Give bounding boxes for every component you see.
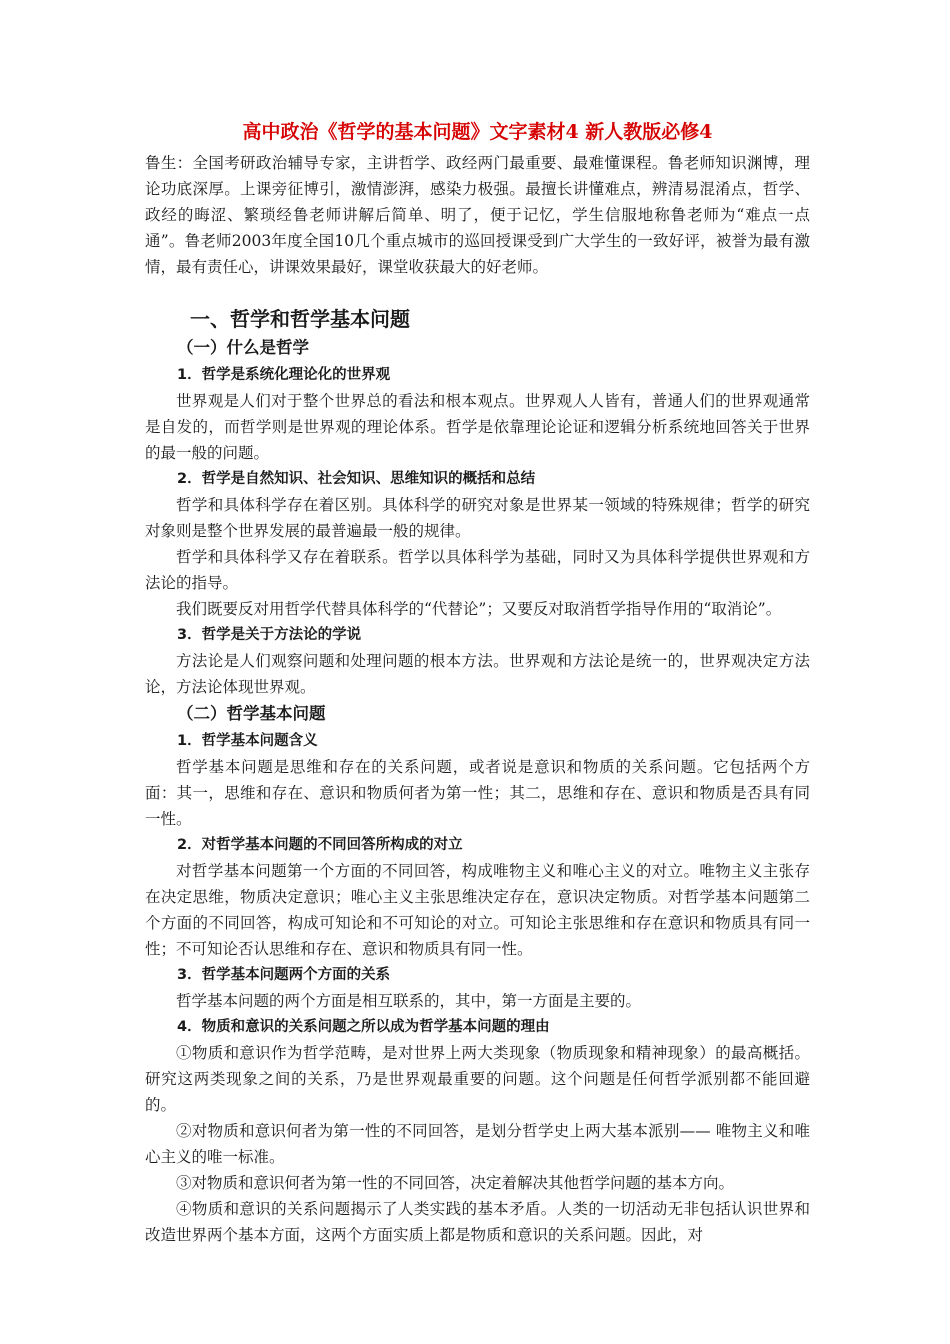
paragraph-2-1: 哲学基本问题是思维和存在的关系问题，或者说是意识和物质的关系问题。它包括两个方面：其一，思维和存在、意识和物质何者为第一性；其二，思维和存在、意识和物质是否具有同一性。 — [145, 758, 810, 828]
paragraph-2-2: 对哲学基本问题第一个方面的不同回答，构成唯物主义和唯心主义的对立。唯物主义主张存在决定思维，物质决定意识；唯心主义主张思维决定存在，意识决定物质。对哲学基本问题第二个方面的不同回答，构成可知论和不可知论的对立。可知论主张思维和存在意识和物质具有同一性；不可知论否认思维和存在、意识和物质具有同一性。 — [145, 862, 810, 958]
paragraph-2-3: 哲学基本问题的两个方面是相互联系的，其中，第一方面是主要的。 — [176, 992, 642, 1010]
paragraph-2-4c: ③对物质和意识何者为第一性的不同回答，决定着解决其他哲学问题的基本方向。 — [176, 1174, 735, 1192]
point-heading-1-1: 1．哲学是系统化理论化的世界观 — [177, 367, 391, 383]
point-heading-2-4: 4．物质和意识的关系问题之所以成为哲学基本问题的理由 — [177, 1019, 550, 1035]
document-title: 高中政治《哲学的基本问题》文字素材4 新人教版必修4 — [242, 121, 713, 143]
point-heading-2-1: 1．哲学基本问题含义 — [177, 733, 318, 749]
point-heading-1-3: 3．哲学是关于方法论的学说 — [177, 627, 362, 643]
paragraph-2-4a: ①物质和意识作为哲学范畴，是对世界上两大类现象（物质现象和精神现象）的最高概括。研究这两类现象之间的关系，乃是世界观最重要的问题。这个问题是任何哲学派别都不能回避的。 — [145, 1044, 810, 1114]
subsection-heading-basic-question: （二）哲学基本问题 — [177, 704, 326, 723]
point-heading-2-2: 2．对哲学基本问题的不同回答所构成的对立 — [177, 837, 463, 853]
paragraph-1-2c: 我们既要反对用哲学代替具体科学的“代替论”；又要反对取消哲学指导作用的“取消论”。 — [176, 600, 782, 618]
paragraph-1-1: 世界观是人们对于整个世界总的看法和根本观点。世界观人人皆有，普通人们的世界观通常是自发的，而哲学则是世界观的理论体系。哲学是依靠理论论证和逻辑分析系统地回答关于世界的最一般的问题。 — [145, 392, 810, 462]
section-heading-1: 一、哲学和哲学基本问题 — [190, 307, 410, 331]
point-heading-2-3: 3．哲学基本问题两个方面的关系 — [177, 967, 391, 983]
subsection-heading-what-is-philosophy: （一）什么是哲学 — [177, 338, 309, 357]
paragraph-1-3: 方法论是人们观察问题和处理问题的根本方法。世界观和方法论是统一的，世界观决定方法论，方法论体现世界观。 — [145, 652, 810, 696]
paragraph-1-2a: 哲学和具体科学存在着区别。具体科学的研究对象是世界某一领域的特殊规律；哲学的研究对象则是整个世界发展的最普遍最一般的规律。 — [145, 496, 810, 540]
paragraph-1-2b: 哲学和具体科学又存在着联系。哲学以具体科学为基础，同时又为具体科学提供世界观和方法论的指导。 — [145, 548, 810, 592]
intro-paragraph: 鲁生：全国考研政治辅导专家，主讲哲学、政经两门最重要、最难懂课程。鲁老师知识渊博，理论功底深厚。上课旁征博引，激情澎湃，感染力极强。最擅长讲懂难点，辨清易混淆点，哲学、政经的晦涩、繁琐经鲁老师讲解后简单、明了，便于记忆，学生信服地称鲁老师为“难点一点通”。鲁老师2003年度全国10几个重点城市的巡回授课受到广大学生的一致好评，被誉为最有激情，最有责任心，讲课效果最好，课堂收获最大的好老师。 — [145, 154, 810, 276]
document-page — [145, 118, 810, 1248]
paragraph-2-4b: ②对物质和意识何者为第一性的不同回答，是划分哲学史上两大基本派别—— 唯物主义和唯心主义的唯一标准。 — [145, 1122, 810, 1166]
point-heading-1-2: 2．哲学是自然知识、社会知识、思维知识的概括和总结 — [177, 471, 536, 487]
paragraph-2-4d: ④物质和意识的关系问题揭示了人类实践的基本矛盾。人类的一切活动无非包括认识世界和改造世界两个基本方面，这两个方面实质上都是物质和意识的关系问题。因此，对 — [145, 1200, 810, 1244]
